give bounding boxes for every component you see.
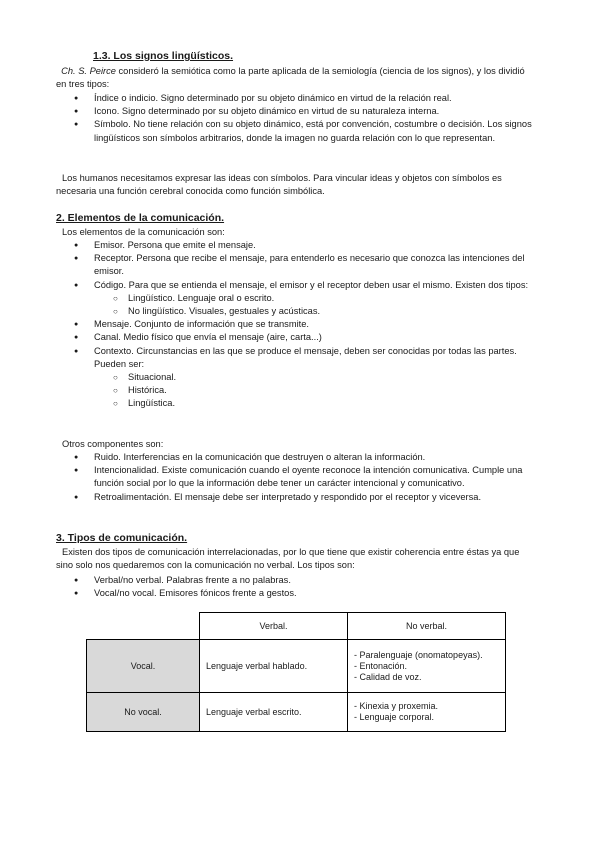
sub-list-item: ○ No lingüístico. Visuales, gestuales y acústicas. xyxy=(56,305,536,318)
section-heading-signos: 1.3. Los signos lingüísticos. xyxy=(93,50,234,62)
table-cell xyxy=(348,693,506,732)
otros-list xyxy=(56,451,536,504)
list-item: ● Receptor. Persona que recibe el mensaje, para entenderlo es necesario que conozca las intenciones del emisor. xyxy=(56,252,536,278)
list-item: ● Vocal/no vocal. Emisores fónicos frente a gestos. xyxy=(56,587,536,600)
list-item: ● Contexto. Circunstancias en las que se produce el mensaje, deben ser conocidas por todas las partes. Pueden ser: xyxy=(56,345,536,371)
otros-intro: Otros componentes son: xyxy=(62,439,164,449)
table-header-row xyxy=(87,613,506,640)
list-item: ● Código. Para que se entienda el mensaje, el emisor y el receptor deben usar el mismo. Existen dos tipos: xyxy=(56,279,536,292)
table-cell xyxy=(348,640,506,693)
author-name: Ch. S. Peirce xyxy=(61,66,116,76)
cell-line: - Kinexia y proxemia. xyxy=(354,701,439,711)
cell-line: - Lenguaje corporal. xyxy=(354,712,435,722)
table-cell: Lenguaje verbal escrito. xyxy=(200,693,348,732)
tipos-intro: Existen dos tipos de comunicación interrelacionadas, por lo que tiene que existir coherencia entre éstas ya que sino solo nos quedaremos con la comunicación no verbal. Los tipos son: xyxy=(56,547,520,571)
list-item: ● Icono. Signo determinado por su objeto dinámico en virtud de su naturaleza interna. xyxy=(56,105,536,118)
signos-intro-text: consideró la semiótica como la parte aplicada de la semiología (ciencia de los signos), y los dividió en tres tipos: xyxy=(56,66,525,90)
list-item: ● Canal. Medio físico que envía el mensaje (aire, carta...) xyxy=(56,331,536,344)
cell-line: - Calidad de voz. xyxy=(354,671,422,682)
list-item: ● Mensaje. Conjunto de información que se transmite. xyxy=(56,318,536,331)
sub-list-item: ○ Lingüística. xyxy=(56,397,536,410)
table-corner-cell xyxy=(87,613,200,640)
list-item: ● Índice o indicio. Signo determinado por su objeto dinámico en virtud de la relación real. xyxy=(56,92,536,105)
signos-list xyxy=(56,92,536,145)
elementos-intro: Los elementos de la comunicación son: xyxy=(62,227,225,237)
section-heading-tipos: 3. Tipos de comunicación. xyxy=(56,532,188,544)
row-header-vocal: Vocal. xyxy=(87,640,200,693)
tipos-list xyxy=(56,574,536,600)
sub-list-item: ○ Histórica. xyxy=(56,384,536,397)
cell-line: - Entonación. xyxy=(354,660,408,671)
signos-intro xyxy=(56,65,536,91)
communication-types-table xyxy=(86,612,506,732)
section-heading-elementos: 2. Elementos de la comunicación. xyxy=(56,212,225,224)
elementos-list xyxy=(56,239,536,411)
table-cell: Lenguaje verbal hablado. xyxy=(200,640,348,693)
table-row xyxy=(87,693,506,732)
list-item: ● Retroalimentación. El mensaje debe ser interpretado y respondido por el receptor y viceversa. xyxy=(56,491,536,504)
cell-line: - Paralenguaje (onomatopeyas). xyxy=(354,649,483,660)
list-item: ● Símbolo. No tiene relación con su objeto dinámico, está por convención, costumbre o decisión. Los signos lingüísticos son símbolos arbitrarios, donde la imagen no guarda relación con lo que representan. xyxy=(56,118,536,144)
signos-closing: Los humanos necesitamos expresar las ideas con símbolos. Para vincular ideas y objetos con símbolos es necesaria una función cerebral conocida como función simbólica. xyxy=(56,173,502,197)
sub-list-item: ○ Lingüístico. Lenguaje oral o escrito. xyxy=(56,292,536,305)
list-item: ● Intencionalidad. Existe comunicación cuando el oyente reconoce la intención comunicativa. Cumple una función social por lo que la información debe tener un carácter intencional y comunicativo. xyxy=(56,464,536,490)
column-header-verbal: Verbal. xyxy=(200,613,348,640)
list-item: ● Verbal/no verbal. Palabras frente a no palabras. xyxy=(56,574,536,587)
column-header-no-verbal: No verbal. xyxy=(348,613,506,640)
list-item: ● Emisor. Persona que emite el mensaje. xyxy=(56,239,536,252)
table-row xyxy=(87,640,506,693)
sub-list-item: ○ Situacional. xyxy=(56,371,536,384)
list-item: ● Ruido. Interferencias en la comunicación que destruyen o alteran la información. xyxy=(56,451,536,464)
row-header-no-vocal: No vocal. xyxy=(87,693,200,732)
